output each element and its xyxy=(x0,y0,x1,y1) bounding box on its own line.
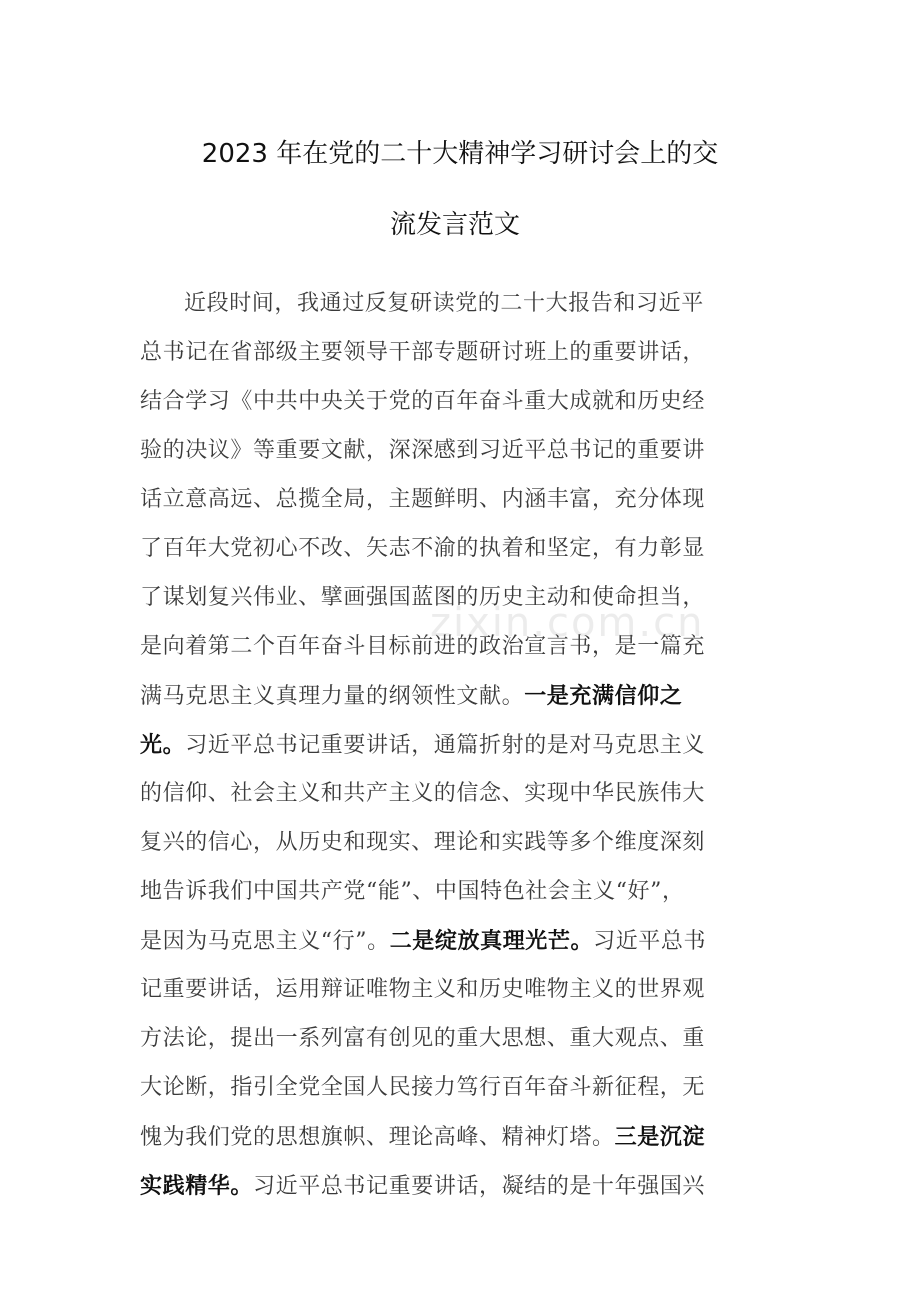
paragraph-line xyxy=(140,583,770,632)
body-text-segment: 是因为马克思主义“行”。 xyxy=(140,929,390,954)
paragraph-line xyxy=(140,485,770,534)
body-text-segment: 是向着第二个百年奋斗目标前进的政治宣言书，是一篇充 xyxy=(140,634,706,659)
paragraph-line xyxy=(140,779,770,828)
body-text-segment: 总书记在省部级主要领导干部专题研讨班上的重要讲话， xyxy=(140,340,706,365)
paragraph-line xyxy=(140,534,770,583)
body-text-segment: 复兴的信心，从历史和现实、理论和实践等多个维度深刻 xyxy=(140,830,706,855)
document-body xyxy=(140,289,770,1220)
body-text-segment: 地告诉我们中国共产党“能”、中国特色社会主义“好”， xyxy=(140,879,685,904)
document-title-line-1: 2023 年在党的二十大精神学习研讨会上的交 xyxy=(201,139,719,169)
paragraph-line xyxy=(140,681,770,730)
body-text-segment: 验的决议》等重要文献，深深感到习近平总书记的重要讲 xyxy=(140,438,706,463)
body-text-segment: 了谋划复兴伟业、擘画强国蓝图的历史主动和使命担当， xyxy=(140,585,706,610)
paragraph-line xyxy=(140,632,770,681)
body-text-segment: 习近平总书 xyxy=(593,929,707,954)
body-text-segment: 习近平总书记重要讲话，通篇折射的是对马克思主义 xyxy=(185,733,706,758)
paragraph-line xyxy=(140,975,770,1024)
paragraph-line xyxy=(140,387,770,436)
paragraph-line xyxy=(140,1073,770,1122)
paragraph-line xyxy=(140,1024,770,1073)
bold-heading-text: 三是沉淀 xyxy=(614,1124,706,1150)
paragraph-line xyxy=(140,877,770,926)
paragraph-line xyxy=(140,1171,770,1220)
paragraph-line xyxy=(140,730,770,779)
body-text-segment: 话立意高远、总揽全局，主题鲜明、内涵丰富，充分体现 xyxy=(140,487,706,512)
bold-heading-text: 一是充满信仰之 xyxy=(524,683,683,709)
paragraph-line xyxy=(140,436,770,485)
body-text-segment: 大论断，指引全党全国人民接力笃行百年奋斗新征程，无 xyxy=(140,1075,706,1100)
bold-heading-text: 光。 xyxy=(140,732,186,758)
body-text-segment: 近段时间，我通过反复研读党的二十大报告和习近平 xyxy=(184,291,704,316)
bold-heading-text: 实践精华。 xyxy=(140,1173,254,1199)
body-text-segment: 记重要讲话，运用辩证唯物主义和历史唯物主义的世界观 xyxy=(140,977,706,1002)
body-text-segment: 满马克思主义真理力量的纲领性文献。 xyxy=(140,684,525,709)
body-text-segment: 习近平总书记重要讲话，凝结的是十年强国兴 xyxy=(253,1174,706,1199)
paragraph-line xyxy=(140,926,770,975)
body-text-segment: 方法论，提出一系列富有创见的重大思想、重大观点、重 xyxy=(140,1026,706,1051)
body-text-segment: 愧为我们党的思想旗帜、理论高峰、精神灯塔。 xyxy=(140,1125,615,1150)
body-text-segment: 的信仰、社会主义和共产主义的信念、实现中华民族伟大 xyxy=(140,781,706,806)
bold-heading-text: 二是绽放真理光芒。 xyxy=(389,928,594,954)
paragraph-line xyxy=(140,289,770,338)
document-title-line-2: 流发言范文 xyxy=(389,210,520,240)
paragraph-line xyxy=(140,338,770,387)
watermark: zixin.com.cn xyxy=(430,600,705,646)
body-text-segment: 了百年大党初心不改、矢志不渝的执着和坚定，有力彰显 xyxy=(140,536,706,561)
body-text-segment: 结合学习《中共中央关于党的百年奋斗重大成就和历史经 xyxy=(140,389,706,414)
paragraph-line xyxy=(140,1122,770,1171)
paragraph-line xyxy=(140,828,770,877)
